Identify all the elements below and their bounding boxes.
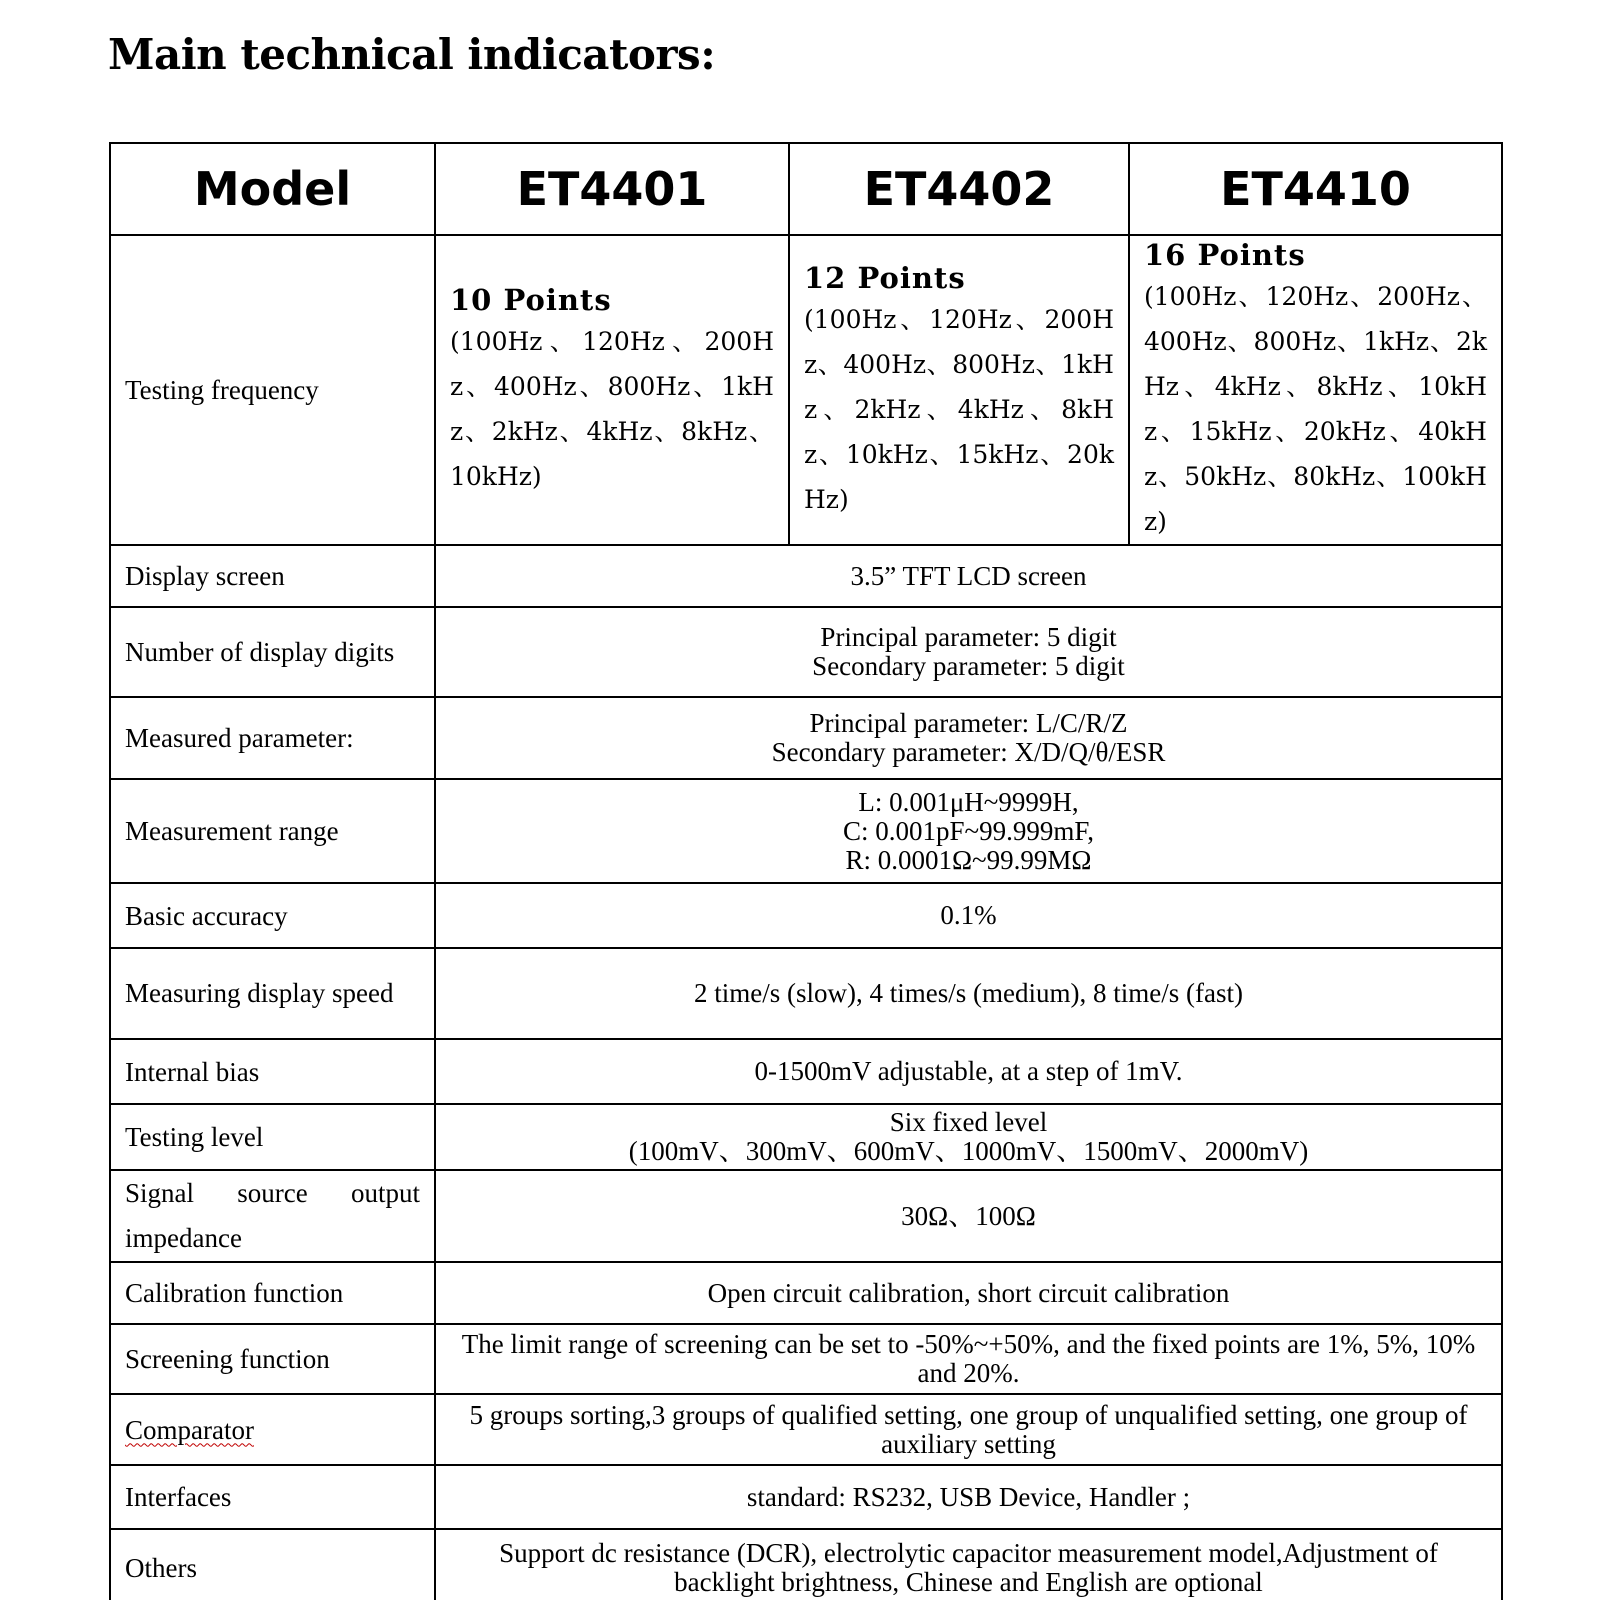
frequency-cell-et4410 [1129, 235, 1502, 545]
table-row-basic-accuracy [110, 883, 1502, 948]
value-line: Principal parameter: L/C/R/Z [809, 708, 1128, 738]
frequency-points: 16 Points [1144, 238, 1306, 272]
value-line: standard: RS232, USB Device, Handler ; [746, 1481, 1191, 1512]
row-value [435, 1394, 1502, 1465]
row-value [435, 1324, 1502, 1394]
row-value [435, 948, 1502, 1039]
table-row-measured-parameter [110, 697, 1502, 779]
row-value [435, 607, 1502, 697]
value-line: 3.5” TFT LCD screen [850, 560, 1087, 591]
table-row-comparator [110, 1394, 1502, 1465]
table-row-internal-bias [110, 1039, 1502, 1104]
row-label: Basic accuracy [110, 883, 435, 948]
value-line: C: 0.001pF~99.999mF, [843, 815, 1094, 846]
frequency-list: (100Hz、120Hz、200Hz、400Hz、800Hz、1kHz、2kHz、4kHz、8kHz、10kHz、15kHz、20kHz) [804, 304, 1114, 514]
row-value [435, 779, 1502, 883]
table-row-testing-frequency [110, 235, 1502, 545]
row-label: Measured parameter: [110, 697, 435, 779]
table-row-measurement-range [110, 779, 1502, 883]
row-label: Testing frequency [110, 235, 435, 545]
row-label: Others [110, 1529, 435, 1600]
header-model-et4402: ET4402 [789, 143, 1129, 235]
frequency-cell-et4402 [789, 235, 1129, 545]
value-line: Secondary parameter: 5 digit [812, 651, 1125, 681]
frequency-list: (100Hz、120Hz、200Hz、400Hz、800Hz、1kHz、2kHz、4kHz、8kHz、10kHz、15kHz、20kHz、40kHz、50kHz、80kHz、100kHz) [1144, 282, 1487, 536]
value-line: 5 groups sorting,3 groups of qualified setting, one group of unqualified setting, one group of auxiliary setting [469, 1399, 1468, 1459]
table-row-output-impedance [110, 1170, 1502, 1262]
row-value [435, 545, 1502, 607]
value-line: L: 0.001μH~9999H, [858, 786, 1079, 817]
row-label: Internal bias [110, 1039, 435, 1104]
value-line: Six fixed level [889, 1107, 1048, 1137]
value-line: Support dc resistance (DCR), electrolytic capacitor measurement model,Adjustment of backlight brightness, Chinese and English are optional [499, 1538, 1438, 1597]
table-row-interfaces [110, 1465, 1502, 1529]
row-label: Number of display digits [110, 607, 435, 697]
value-line: (100mV、300mV、600mV、1000mV、1500mV、2000mV) [628, 1136, 1309, 1166]
value-line: The limit range of screening can be set to -50%~+50%, and the fixed points are 1%, 5%, 10% and 20%. [461, 1329, 1476, 1388]
row-label [110, 1394, 435, 1465]
table-row-display-digits [110, 607, 1502, 697]
row-value [435, 1262, 1502, 1324]
value-line: 0-1500mV adjustable, at a step of 1mV. [754, 1056, 1183, 1086]
row-value [435, 1170, 1502, 1262]
header-model-label: Model [110, 143, 435, 235]
row-value [435, 1104, 1502, 1170]
page-title: Main technical indicators: [108, 30, 716, 79]
comparator-label: Comparator [125, 1414, 254, 1445]
row-value [435, 1529, 1502, 1600]
row-value [435, 1039, 1502, 1104]
table-row-calibration [110, 1262, 1502, 1324]
row-label: Signal source output impedance [110, 1170, 435, 1262]
table-row-screening [110, 1324, 1502, 1394]
table-row-measuring-speed [110, 948, 1502, 1039]
value-line: 2 time/s (slow), 4 times/s (medium), 8 time/s (fast) [694, 978, 1243, 1008]
header-model-et4401: ET4401 [435, 143, 789, 235]
value-line: 30Ω、100Ω [901, 1200, 1036, 1231]
row-value [435, 697, 1502, 779]
row-label: Interfaces [110, 1465, 435, 1529]
frequency-list: (100Hz、120Hz、200Hz、400Hz、800Hz、1kHz、2kHz、4kHz、8kHz、10kHz) [450, 327, 774, 491]
spec-table [109, 142, 1503, 1600]
value-line: Open circuit calibration, short circuit calibration [707, 1277, 1230, 1308]
value-line: Secondary parameter: X/D/Q/θ/ESR [771, 737, 1166, 767]
table-row-testing-level [110, 1104, 1502, 1170]
row-value [435, 883, 1502, 948]
frequency-points: 10 Points [450, 283, 612, 317]
row-label: Display screen [110, 545, 435, 607]
frequency-cell-et4401 [435, 235, 789, 545]
header-model-et4410: ET4410 [1129, 143, 1502, 235]
table-row-display-screen [110, 545, 1502, 607]
row-label: Screening function [110, 1324, 435, 1394]
table-row-others [110, 1529, 1502, 1600]
frequency-points: 12 Points [804, 260, 966, 295]
table-header-row [110, 143, 1502, 235]
row-label: Measurement range [110, 779, 435, 883]
value-line: R: 0.0001Ω~99.99MΩ [845, 844, 1092, 875]
row-label: Testing level [110, 1104, 435, 1170]
value-line: 0.1% [940, 900, 997, 930]
row-label: Measuring display speed [110, 948, 435, 1039]
row-label: Calibration function [110, 1262, 435, 1324]
value-line: Principal parameter: 5 digit [820, 622, 1117, 652]
row-value [435, 1465, 1502, 1529]
